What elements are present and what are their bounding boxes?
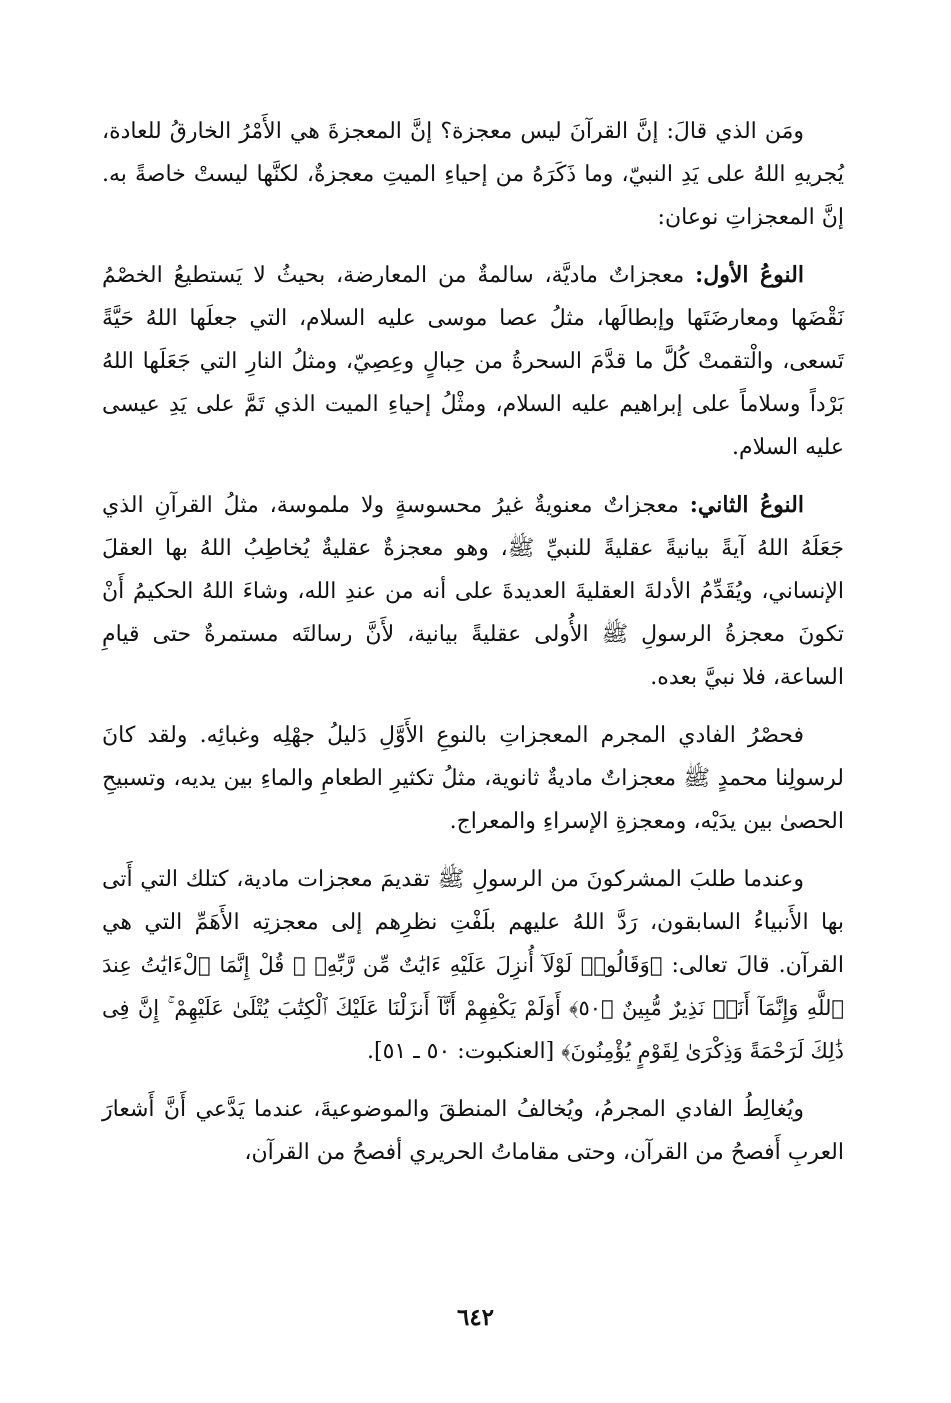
second-type-heading: النوعُ الثاني: [689,492,804,518]
paragraph-text: ويُغالِطُ الفادي المجرمُ، ويُخالفُ المنطقَ والموضوعيةَ، عندما يَدَّعي أَنَّ أَشعارَ العربِ أَفصحُ من القرآن، وحتى مقاماتُ الحريري أفصحُ من القرآن، [102,1097,844,1165]
quran-quote: ﴿وَقَالُوا۟ لَوْلَآ أُنزِلَ عَلَيْهِ ءَايَٰتٌ مِّن رَّبِّهِۦ ۖ قُلْ إِنَّمَا ٱلْءَايَٰتُ عِندَ ٱللَّهِ وَإِنَّمَآ أَنَا۠ نَذِيرٌ مُّبِينٌ ﴿٥٠﴾ أَوَلَمْ يَكْفِهِمْ أَنَّآ أَنزَلْنَا عَلَيْكَ ٱلْكِتَٰبَ يُتْلَىٰ عَلَيْهِمْ ۚ إِنَّ فِى ذَٰلِكَ لَرَحْمَةً وَذِكْرَىٰ لِقَوْمٍ يُؤْمِنُونَ﴾ [102,953,844,1063]
paragraph-intro [102,110,844,239]
page-number: ٦٤٢ [456,1304,495,1331]
paragraph-quran-verse [102,858,844,1073]
paragraph-first-type [102,254,844,469]
page-body [102,110,844,1350]
paragraph-text: معجزاتٌ ماديَّة، سالمةٌ من المعارضة، بحيثُ لا يَستطيعُ الخصْمُ نَقْضَها ومعارضَتَها وإبطالَها، مثلُ عصا موسى عليه السلام، التي جعلَها اللهُ حَيَّةً تَسعى، والْتقمتْ كُلَّ ما قدَّمَ السحرةُ من حِبالٍ وعِصِيّ، ومثلُ النارِ التي جَعَلَها اللهُ بَرْداً وسلاماً على إبراهيم عليه السلام، ومثْلُ إحياءِ الميت الذي تَمَّ على يَدِ عيسى عليه السلام. [102,263,844,460]
first-type-heading: النوعُ الأول: [695,262,804,288]
paragraph-restriction [102,714,844,843]
paragraph-text: معجزاتٌ معنويةٌ غيرُ محسوسةٍ ولا ملموسة، مثلُ القرآنِ الذي جَعَلَهُ اللهُ آيةً بيانيةً عقليةً للنبيِّ ﷺ، وهو معجزةٌ عقليةٌ يُخاطِبُ اللهُ بها العقلَ الإنساني، ويُقَدِّمُ الأدلةَ العقليةَ العديدةَ على أنه من عندِ الله، وشاءَ اللهُ الحكيمُ أَنْ تكونَ معجزةُ الرسولِ ﷺ الأُولى عقليةً بيانية، لأَنَّ رسالتَه مستمرةٌ حتى قيامِ الساعة، فلا نبيَّ بعده. [102,493,844,690]
paragraph-text: وعندما طلبَ المشركونَ من الرسولِ ﷺ تقديمَ معجزات مادية، كتلك التي أَتى بها الأَنبياءُ السابقون، رَدَّ اللهُ عليهم بلَفْتِ نظرِهم إلى معجزتِه الأَهَمِّ التي هي القرآن. قالَ تعالى: [102,867,845,978]
paragraph-text: فحصْرُ الفادي المجرم المعجزاتِ بالنوعِ الأَوَّلِ دَليلُ جهْلِه وغبائِه. ولقد كانَ لرسولِنا محمدٍ ﷺ معجزاتٌ ماديةٌ ثانوية، مثلُ تكثيرِ الطعامِ والماءِ بين يديه، وتسبيحِ الحصىٰ بين يدَيْه، ومعجزةِ الإسراءِ والمعراج. [102,723,844,834]
paragraph-text: ومَن الذي قالَ: إنَّ القرآنَ ليس معجزة؟ إنَّ المعجزةَ هي الأَمْرُ الخارقُ للعادة، يُجريهِ اللهُ على يَدِ النبيّ، وما ذَكَرَهُ من إحياءِ الميتِ معجزةٌ، لكنَّها ليستْ خاصةً به. إنَّ المعجزاتِ نوعان: [102,119,844,230]
paragraph-closing [102,1088,844,1174]
paragraph-second-type [102,484,844,699]
verse-citation: [العنكبوت: ٥٠ ـ ٥١]. [367,1039,562,1064]
